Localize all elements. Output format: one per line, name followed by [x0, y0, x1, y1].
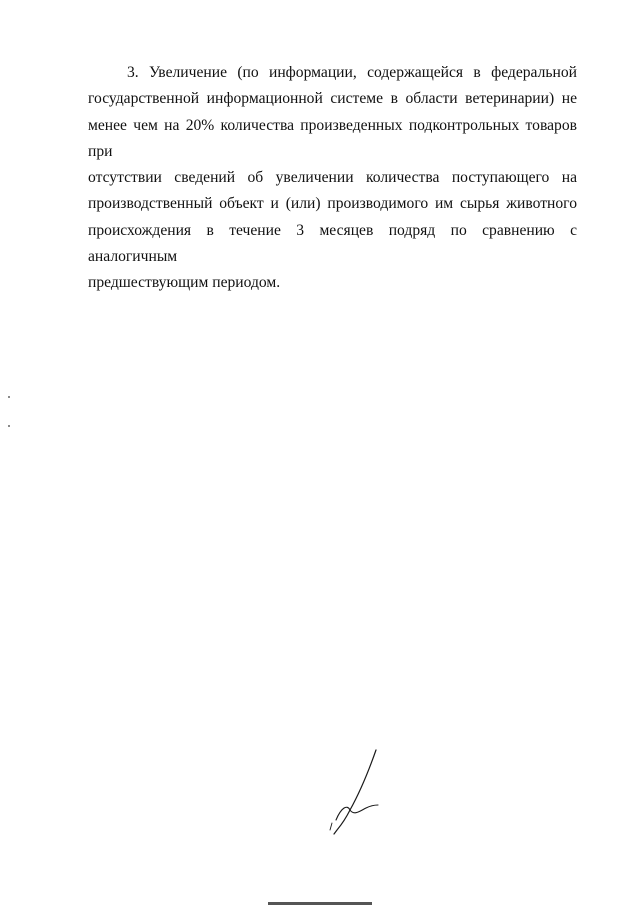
- scan-speck: [8, 396, 10, 398]
- paragraph-line: происхождения в течение 3 месяцев подряд по сравнению с аналогичным: [88, 221, 577, 266]
- paragraph-line: 3. Увеличение (по информации, содержащейся в федеральной: [127, 64, 577, 81]
- paragraph-line: менее чем на 20% количества произведенных подконтрольных товаров при: [88, 116, 577, 160]
- scan-speck: [8, 425, 10, 427]
- handwritten-signature: [322, 748, 384, 836]
- paragraph-line: отсутствии сведений об увеличении количества поступающего на: [88, 169, 577, 187]
- paragraph-line: государственной информационной системе в области ветеринарии) не: [88, 90, 577, 108]
- paragraph-item-3: [88, 60, 577, 297]
- paragraph-line: предшествующим периодом.: [88, 274, 281, 292]
- paragraph-line: производственный объект и (или) производимого им сырья животного: [88, 195, 577, 213]
